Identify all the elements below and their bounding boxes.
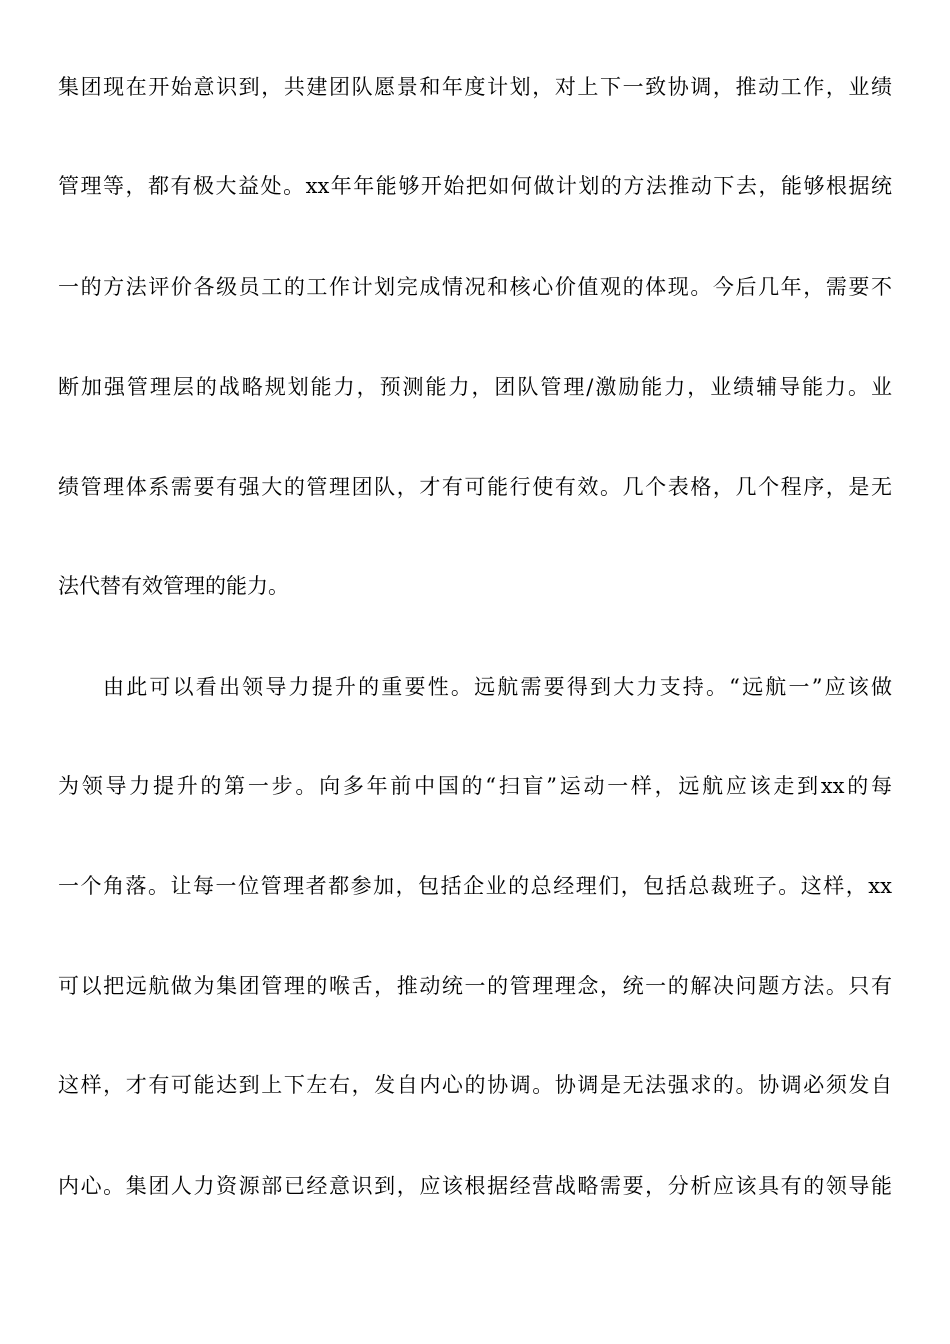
text-line: 内心。集团人力资源部已经意识到，应该根据经营战略需要，分析应该具有的领导能: [58, 1174, 892, 1198]
text-line: 为领导力提升的第一步。向多年前中国的“扫盲”运动一样，远航应该走到xx的每: [58, 774, 892, 798]
text-line: 这样，才有可能达到上下左右，发自内心的协调。协调是无法强求的。协调必须发自: [58, 1073, 892, 1097]
text-line: 管理等，都有极大益处。xx年年能够开始把如何做计划的方法推动下去，能够根据统: [58, 174, 892, 198]
text-line: 可以把远航做为集团管理的喉舌，推动统一的管理理念，统一的解决问题方法。只有: [58, 974, 892, 998]
text-line: 由此可以看出领导力提升的重要性。远航需要得到大力支持。“远航一”应该做: [103, 675, 892, 699]
text-line: 法代替有效管理的能力。: [58, 574, 289, 598]
text-line: 绩管理体系需要有强大的管理团队，才有可能行使有效。几个表格，几个程序，是无: [58, 475, 892, 499]
text-line: 一个角落。让每一位管理者都参加，包括企业的总经理们，包括总裁班子。这样，xx: [58, 874, 892, 898]
text-line: 断加强管理层的战略规划能力，预测能力，团队管理/激励能力，业绩辅导能力。业: [58, 375, 892, 399]
text-line: 集团现在开始意识到，共建团队愿景和年度计划，对上下一致协调，推动工作，业绩: [58, 75, 892, 99]
text-line: 一的方法评价各级员工的工作计划完成情况和核心价值观的体现。今后几年，需要不: [58, 275, 892, 299]
